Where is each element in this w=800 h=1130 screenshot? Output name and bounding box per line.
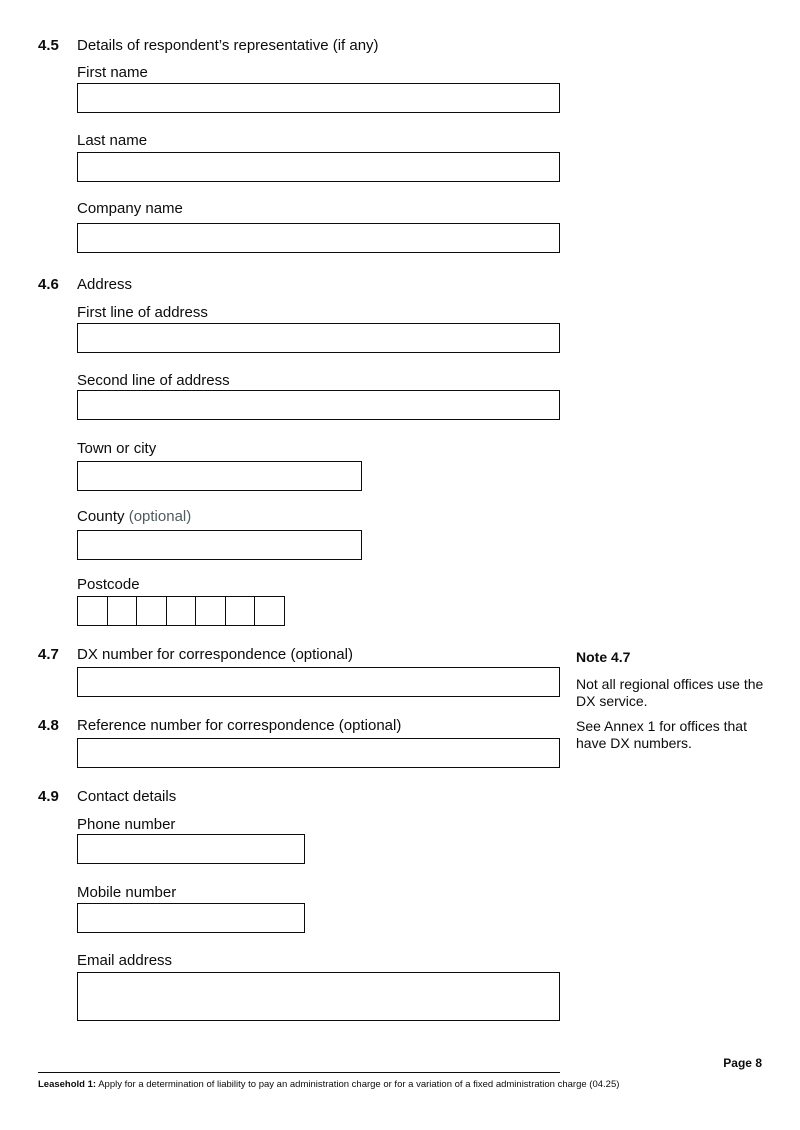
section-number-4-9: 4.9 xyxy=(38,788,59,805)
postcode-cell[interactable] xyxy=(166,596,197,626)
section-title-4-7: DX number for correspondence (optional) xyxy=(77,646,353,663)
note-4-7-line1: Not all regional offices use the DX service. xyxy=(576,676,764,709)
dx-number-input[interactable] xyxy=(77,667,560,697)
email-label: Email address xyxy=(77,952,173,969)
note-4-7-title: Note 4.7 xyxy=(576,649,631,665)
company-name-input[interactable] xyxy=(77,223,560,253)
address-line1-label: First line of address xyxy=(77,304,208,321)
reference-number-input[interactable] xyxy=(77,738,560,768)
first-name-input[interactable] xyxy=(77,83,560,113)
town-input[interactable] xyxy=(77,461,362,491)
section-number-4-8: 4.8 xyxy=(38,717,59,734)
postcode-input[interactable] xyxy=(77,596,284,626)
last-name-input[interactable] xyxy=(77,152,560,182)
section-number-4-7: 4.7 xyxy=(38,646,59,663)
section-title-4-5: Details of respondent’s representative (if any) xyxy=(77,37,379,54)
section-title-4-6: Address xyxy=(77,276,133,293)
section-number-4-5: 4.5 xyxy=(38,37,59,54)
postcode-cell[interactable] xyxy=(107,596,138,626)
postcode-cell[interactable] xyxy=(77,596,108,626)
section-number-4-6: 4.6 xyxy=(38,276,59,293)
email-input[interactable] xyxy=(77,972,560,1021)
postcode-label: Postcode xyxy=(77,576,140,593)
address-line2-label: Second line of address xyxy=(77,372,230,389)
postcode-cell[interactable] xyxy=(136,596,167,626)
postcode-cell[interactable] xyxy=(254,596,285,626)
footer-text xyxy=(38,1079,619,1091)
note-4-7-line2: See Annex 1 for offices that have DX numbers. xyxy=(576,718,747,751)
county-label xyxy=(77,508,191,526)
phone-label: Phone number xyxy=(77,816,176,833)
section-title-4-9: Contact details xyxy=(77,788,177,805)
page-number: Page 8 xyxy=(723,1056,762,1070)
address-line2-input[interactable] xyxy=(77,390,560,420)
mobile-input[interactable] xyxy=(77,903,305,933)
address-line1-input[interactable] xyxy=(77,323,560,353)
mobile-label: Mobile number xyxy=(77,884,177,901)
footer-form-name: Leasehold 1: xyxy=(38,1079,97,1090)
county-optional-text: (optional) xyxy=(128,508,192,525)
county-label-text: County xyxy=(77,508,125,525)
section-title-4-8: Reference number for correspondence (optional) xyxy=(77,717,402,734)
county-input[interactable] xyxy=(77,530,362,560)
postcode-cell[interactable] xyxy=(225,596,256,626)
phone-input[interactable] xyxy=(77,834,305,864)
footer-description: Apply for a determination of liability to pay an administration charge or for a variation of a fixed administration charge (04.25) xyxy=(96,1079,620,1090)
company-name-label: Company name xyxy=(77,200,183,217)
footer-divider xyxy=(38,1072,560,1073)
postcode-cell[interactable] xyxy=(195,596,226,626)
town-label: Town or city xyxy=(77,440,157,457)
last-name-label: Last name xyxy=(77,132,148,149)
first-name-label: First name xyxy=(77,64,148,81)
